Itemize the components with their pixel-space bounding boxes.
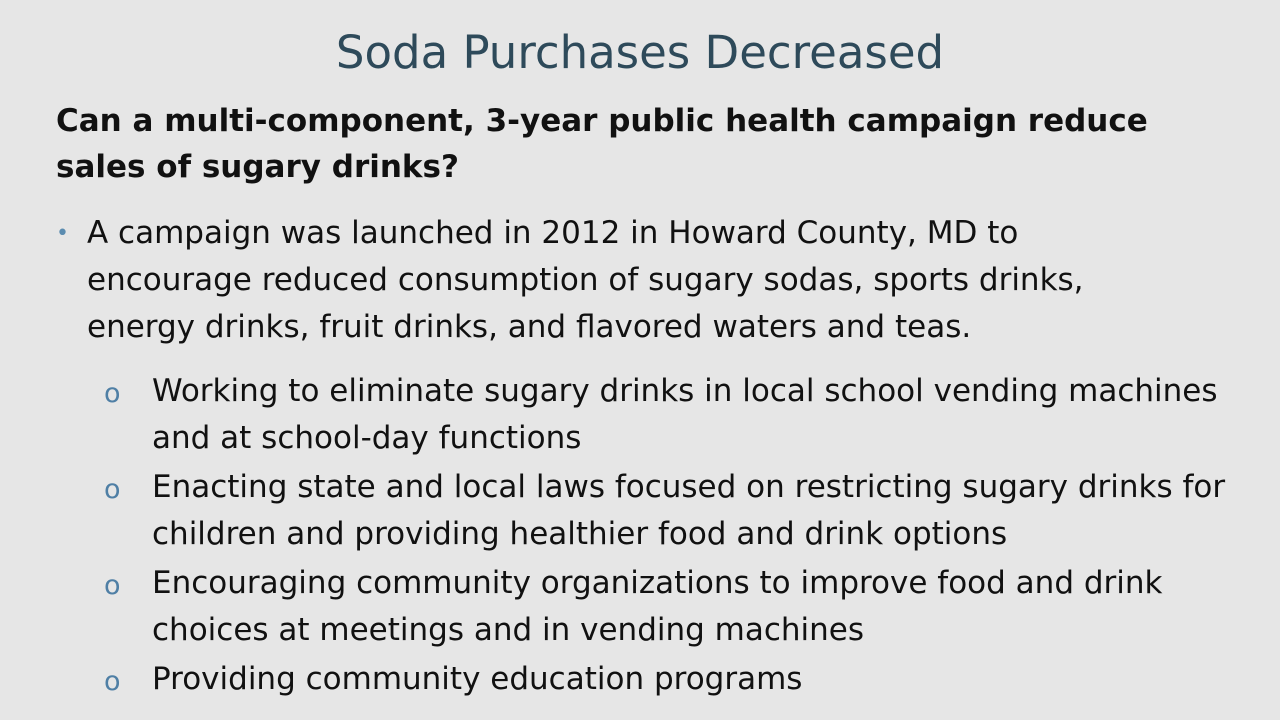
slide-title: Soda Purchases Decreased [335,26,945,79]
sub-bullet-text: Providing community education programs [152,661,803,697]
question-heading: Can a multi-component, 3-year public health campaign reduce sales of sugary drinks? [56,103,1148,185]
sub-bullet-item [104,560,1244,654]
sub-bullet-item [104,464,1244,558]
circle-bullet-icon: o [104,378,121,409]
sub-bullet-list [104,368,1244,705]
main-bullet [56,210,1187,351]
sub-bullet-text: Working to eliminate sugary drinks in local school vending machines and at school-day functions [152,373,1218,456]
sub-bullet-item [104,656,1244,703]
circle-bullet-icon: o [104,666,121,697]
circle-bullet-icon: o [104,570,121,601]
circle-bullet-icon: o [104,474,121,505]
sub-bullet-text: Encouraging community organizations to improve food and drink choices at meetings and in vending machines [152,565,1163,648]
main-bullet-text: A campaign was launched in 2012 in Howard County, MD to encourage reduced consumption of sugary sodas, sports drinks, energy drinks, fruit drinks, and flavored waters and teas. [87,215,1084,345]
bullet-dot-icon: • [56,221,69,246]
sub-bullet-text: Enacting state and local laws focused on restricting sugary drinks for children and providing healthier food and drink options [152,469,1226,552]
sub-bullet-item [104,368,1244,462]
